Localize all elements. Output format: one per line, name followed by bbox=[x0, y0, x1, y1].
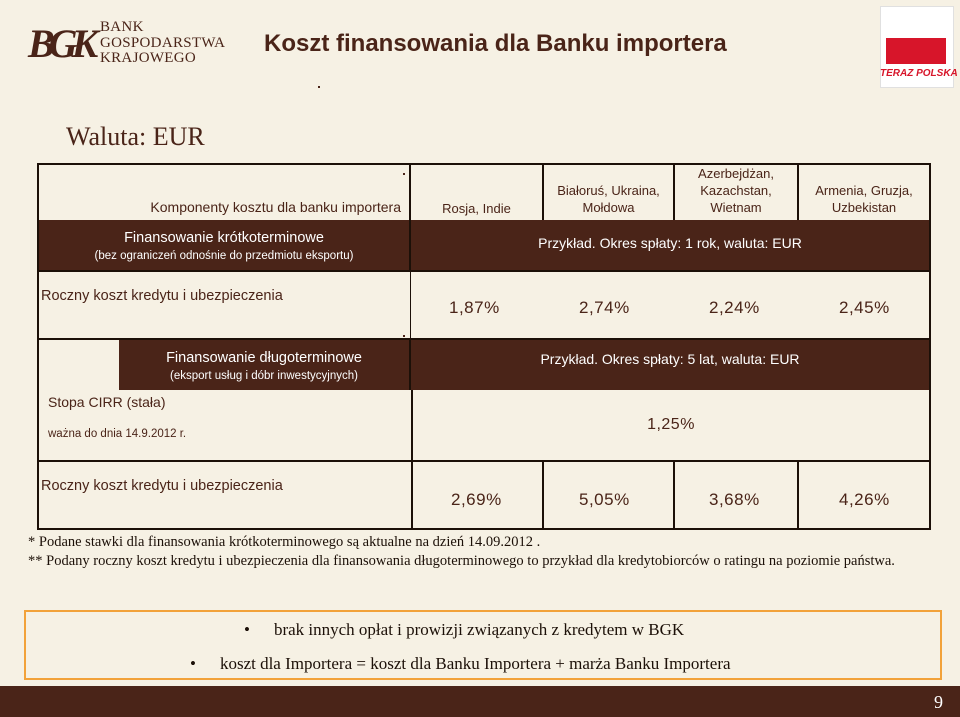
currency-heading: Waluta: EUR bbox=[66, 122, 205, 151]
bullet-text-2: koszt dla Importera = koszt dla Banku Importera + marża Banku Importera bbox=[219, 654, 731, 673]
long-term-value-cell-1 bbox=[411, 460, 544, 528]
column-header-3 bbox=[675, 165, 799, 220]
short-term-example: Przykład. Okres spłaty: 1 rok, waluta: EUR bbox=[538, 235, 802, 251]
long-term-label: Finansowanie długoterminowe bbox=[166, 350, 362, 366]
long-term-label-cell bbox=[119, 340, 411, 390]
long-term-value-cell-4 bbox=[799, 460, 929, 528]
column-header-3-text: Azerbejdżan, Kazachstan, Wietnam bbox=[698, 166, 774, 215]
bullet-icon: • bbox=[244, 620, 250, 639]
cirr-label: Stopa CIRR (stała) bbox=[48, 394, 166, 410]
teraz-polska-badge bbox=[880, 6, 958, 88]
long-term-example: Przykład. Okres spłaty: 5 lat, waluta: EUR bbox=[540, 351, 800, 367]
long-term-value-4: 4,26% bbox=[839, 490, 890, 509]
bgk-logo bbox=[28, 18, 238, 70]
short-term-sublabel: (bez ograniczeń odnośnie do przedmiotu eksportu) bbox=[94, 250, 354, 262]
logo-line-2: GOSPODARSTWA bbox=[100, 34, 226, 51]
long-term-value-cell-2 bbox=[544, 460, 675, 528]
bullet-icon: • bbox=[190, 654, 196, 673]
short-term-values-cell bbox=[411, 270, 929, 340]
table-header-label: Komponenty kosztu dla banku importera bbox=[150, 199, 401, 215]
footnote-1: * Podane stawki dla finansowania krótkoterminowego są aktualne na dzień 14.09.2012 . bbox=[28, 534, 541, 550]
footnote-2: ** Podany roczny koszt kredytu i ubezpieczenia dla finansowania długoterminowego to przykład dla kredytobiorców o ratingu na poziomie państwa. bbox=[28, 553, 895, 569]
decorative-dot bbox=[403, 173, 405, 175]
bullet-item-1 bbox=[244, 620, 684, 640]
bgk-logo-text bbox=[100, 20, 225, 67]
badge-flag-white bbox=[886, 12, 946, 38]
decorative-dot bbox=[318, 86, 320, 88]
bullet-text-1: brak innych opłat i prowizji związanych z kredytem w BGK bbox=[273, 620, 685, 639]
short-term-value-2: 2,74% bbox=[579, 298, 630, 317]
short-term-example-cell bbox=[411, 220, 929, 270]
cirr-value-cell bbox=[411, 390, 929, 460]
short-term-row-label: Roczny koszt kredytu i ubezpieczenia bbox=[41, 288, 283, 304]
bgk-monogram: BGK bbox=[28, 21, 93, 66]
cirr-value: 1,25% bbox=[647, 416, 695, 433]
column-header-2-text: Białoruś, Ukraina, Mołdowa bbox=[557, 183, 660, 215]
long-term-value-cell-3 bbox=[675, 460, 799, 528]
logo-line-1: BANK bbox=[100, 19, 144, 35]
table-header-label-cell bbox=[39, 165, 411, 220]
bullet-item-2 bbox=[190, 654, 731, 674]
short-term-value-3: 2,24% bbox=[709, 298, 760, 317]
column-header-4-text: Armenia, Gruzja, Uzbekistan bbox=[815, 183, 913, 215]
long-term-row-label: Roczny koszt kredytu i ubezpieczenia bbox=[41, 478, 283, 494]
cirr-valid-date: ważna do dnia 14.9.2012 r. bbox=[48, 428, 187, 440]
badge-label: TERAZ POLSKA bbox=[880, 68, 958, 79]
column-header-4 bbox=[799, 165, 929, 220]
cost-table bbox=[37, 163, 931, 530]
short-term-value-4: 2,45% bbox=[839, 298, 890, 317]
summary-box bbox=[24, 610, 942, 680]
long-term-example-cell bbox=[411, 340, 929, 390]
footer-bar bbox=[0, 686, 960, 717]
column-header-2 bbox=[544, 165, 675, 220]
page-number: 9 bbox=[934, 692, 943, 712]
cirr-label-cell bbox=[39, 390, 411, 460]
decorative-dot bbox=[403, 335, 405, 337]
page-title: Koszt finansowania dla Banku importera bbox=[264, 30, 727, 57]
footnotes bbox=[28, 533, 938, 571]
short-term-row-label-cell bbox=[39, 270, 411, 340]
long-term-value-2: 5,05% bbox=[579, 490, 630, 509]
short-term-value-1: 1,87% bbox=[449, 298, 500, 317]
long-term-value-1: 2,69% bbox=[451, 490, 502, 509]
long-term-row-label-cell bbox=[39, 460, 411, 528]
long-term-value-3: 3,68% bbox=[709, 490, 760, 509]
column-header-1-text: Rosja, Indie bbox=[442, 201, 511, 216]
column-header-1 bbox=[411, 165, 544, 220]
long-term-sublabel: (eksport usług i dóbr inwestycyjnych) bbox=[170, 370, 358, 382]
short-term-label: Finansowanie krótkoterminowe bbox=[124, 230, 324, 246]
short-term-label-cell bbox=[39, 220, 411, 270]
logo-line-3: KRAJOWEGO bbox=[100, 50, 197, 66]
